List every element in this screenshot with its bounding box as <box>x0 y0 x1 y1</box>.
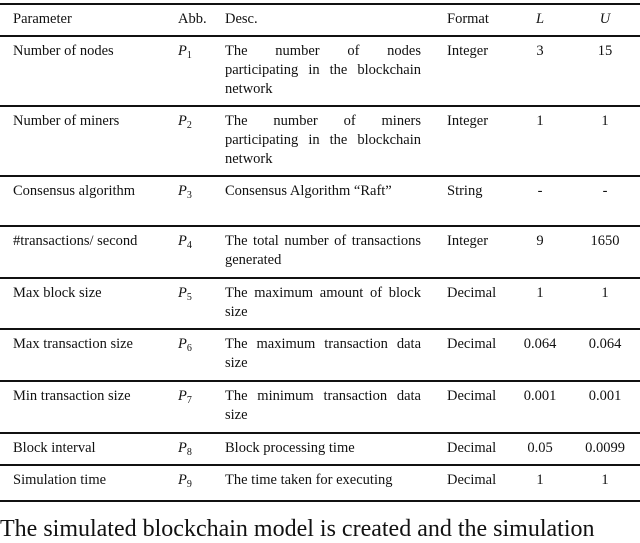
cell-abb <box>178 439 192 462</box>
cell-desc: Block processing time <box>225 440 355 456</box>
abb-symbol: P <box>178 440 187 456</box>
cell-format: Decimal <box>447 285 497 301</box>
cell-format: Decimal <box>447 472 497 488</box>
header-upper: U <box>599 11 611 27</box>
row-rule <box>0 225 640 227</box>
header-parameter: Parameter <box>13 11 72 27</box>
row-rule <box>0 35 640 37</box>
cell-parameter: Block interval <box>13 440 96 456</box>
row-rule <box>0 500 640 502</box>
cell-lower: - <box>537 183 543 199</box>
abb-subscript: 9 <box>186 479 192 490</box>
cell-lower: 1 <box>536 285 544 301</box>
abb-symbol: P <box>178 388 187 404</box>
cell-desc: The maximum amount of block size <box>225 285 421 320</box>
cell-parameter: Max block size <box>13 285 102 301</box>
cell-upper: 1 <box>601 472 609 488</box>
header-lower: L <box>535 11 545 27</box>
cell-format: Decimal <box>447 440 497 456</box>
abb-subscript: 4 <box>186 240 192 251</box>
abb-subscript: 6 <box>186 343 192 354</box>
cell-upper: 1 <box>601 113 609 129</box>
cell-lower: 9 <box>536 233 544 249</box>
cell-desc: The number of miners participating in the blockchain network <box>225 113 421 167</box>
cell-upper: 0.064 <box>588 336 622 352</box>
abb-subscript: 2 <box>186 120 192 131</box>
cell-abb <box>178 182 192 205</box>
cell-parameter: Number of nodes <box>13 43 114 59</box>
cell-format: Decimal <box>447 336 497 352</box>
top-rule <box>0 3 640 5</box>
header-abb: Abb. <box>178 11 207 27</box>
cell-lower: 3 <box>536 43 544 59</box>
cell-upper: 1650 <box>590 233 620 249</box>
abb-symbol: P <box>178 233 187 249</box>
cell-parameter: Number of miners <box>13 113 120 129</box>
cell-abb <box>178 471 192 494</box>
cell-lower: 0.001 <box>523 388 557 404</box>
row-rule <box>0 464 640 466</box>
row-rule <box>0 175 640 177</box>
cell-parameter: #transactions/ second <box>13 233 138 249</box>
cell-lower: 0.05 <box>527 440 553 456</box>
cell-upper: 1 <box>601 285 609 301</box>
cell-abb <box>178 284 192 307</box>
cell-abb <box>178 335 192 358</box>
row-rule <box>0 380 640 382</box>
abb-subscript: 1 <box>186 50 192 61</box>
cell-abb <box>178 387 192 410</box>
cell-abb <box>178 112 192 135</box>
row-rule <box>0 277 640 279</box>
cell-desc: The maximum transaction data size <box>225 336 421 371</box>
abb-subscript: 3 <box>186 190 192 201</box>
cell-desc: Consensus Algorithm “Raft” <box>225 183 392 199</box>
cell-format: String <box>447 183 483 199</box>
cell-abb <box>178 232 192 255</box>
abb-symbol: P <box>178 113 187 129</box>
cell-format: Integer <box>447 43 489 59</box>
cell-parameter: Consensus algorithm <box>13 183 136 199</box>
abb-subscript: 5 <box>186 292 192 303</box>
cell-lower: 1 <box>536 113 544 129</box>
abb-symbol: P <box>178 336 187 352</box>
abb-symbol: P <box>178 472 187 488</box>
cell-lower: 1 <box>536 472 544 488</box>
header-desc: Desc. <box>225 11 258 27</box>
row-rule <box>0 328 640 330</box>
cell-upper: 0.0099 <box>585 440 625 456</box>
cell-format: Decimal <box>447 388 497 404</box>
abb-symbol: P <box>178 285 187 301</box>
cell-upper: 0.001 <box>588 388 622 404</box>
cell-desc: The minimum transaction data size <box>225 388 421 423</box>
header-format: Format <box>447 11 489 27</box>
cell-desc: The time taken for executing <box>225 472 393 488</box>
row-rule <box>0 105 640 107</box>
row-rule <box>0 432 640 434</box>
cell-abb <box>178 42 192 65</box>
cell-desc: The number of nodes participating in the blockchain network <box>225 43 421 97</box>
abb-symbol: P <box>178 183 187 199</box>
cell-upper: - <box>602 183 608 199</box>
cell-lower: 0.064 <box>523 336 557 352</box>
cell-upper: 15 <box>597 43 613 59</box>
cell-format: Integer <box>447 233 489 249</box>
cell-format: Integer <box>447 113 489 129</box>
cell-parameter: Max transaction size <box>13 336 133 352</box>
cell-parameter: Min transaction size <box>13 388 131 404</box>
abb-subscript: 8 <box>186 447 192 458</box>
body-text: The simulated blockchain model is created and the simulation <box>0 516 595 542</box>
abb-symbol: P <box>178 43 187 59</box>
cell-parameter: Simulation time <box>13 472 107 488</box>
cell-desc: The total number of transactions generated <box>225 233 421 268</box>
abb-subscript: 7 <box>186 395 192 406</box>
